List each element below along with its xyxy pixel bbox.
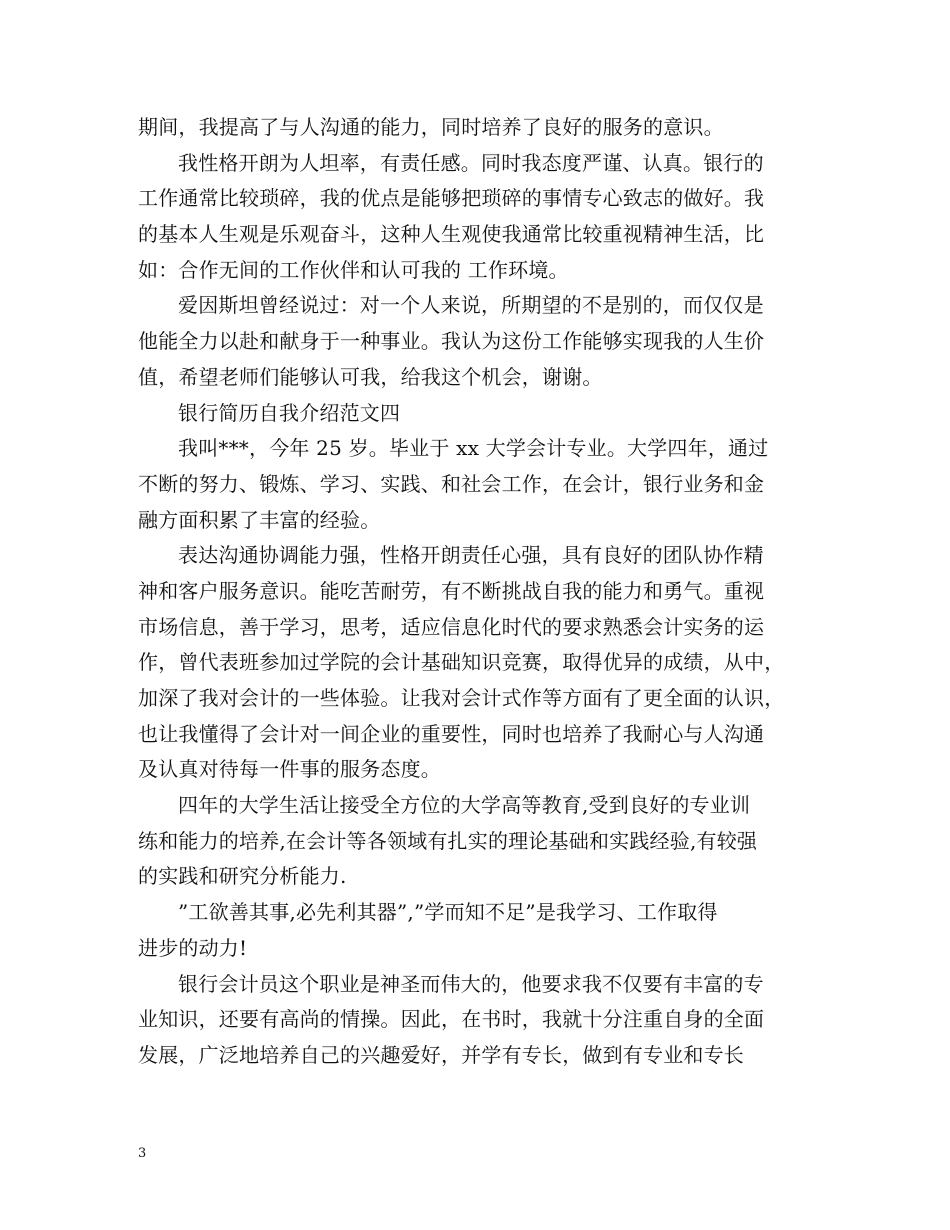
text-line: 进步的动力! xyxy=(138,935,248,960)
text-line: 市场信息，善于学习，思考，适应信息化时代的要求熟悉会计实务的运 xyxy=(138,614,765,639)
text-line: 加深了我对会计的一些体验。让我对会计式作等方面有了更全面的认识， xyxy=(138,686,785,710)
text-line: 的基本人生观是乐观奋斗，这种人生观使我通常比较重视精神生活，比 xyxy=(138,222,765,247)
text-line: 他能全力以赴和献身于一种事业。我认为这份工作能够实现我的人生价 xyxy=(138,329,765,354)
text-line: 爱因斯坦曾经说过：对一个人来说，所期望的不是别的，而仅仅是 xyxy=(178,293,764,318)
text-line: 业知识，还要有高尚的情操。因此，在书时，我就十分注重自身的全面 xyxy=(138,1007,765,1032)
text-line: 表达沟通协调能力强，性格开朗责任心强，具有良好的团队协作精 xyxy=(178,543,764,568)
text-line: 工作通常比较琐碎，我的优点是能够把琐碎的事情专心致志的做好。我 xyxy=(138,186,765,211)
text-line: 练和能力的培养,在会计等各领域有扎实的理论基础和实践经验,有较强 xyxy=(138,828,758,853)
text-line: ”工欲善其事,必先利其器”,”学而知不足”是我学习、工作取得 xyxy=(178,900,718,925)
text-line: 期间，我提高了与人沟通的能力，同时培养了良好的服务的意识。 xyxy=(138,115,724,139)
document-body xyxy=(138,110,818,1074)
text-line: 不断的努力、锻炼、学习、实践、和社会工作，在会计，银行业务和金 xyxy=(138,471,765,496)
text-line: 神和客户服务意识。能吃苦耐劳，有不断挑战自我的能力和勇气。重视 xyxy=(138,578,765,603)
text-line: 发展，广泛地培养自己的兴趣爱好，并学有专长，做到有专业和专长 xyxy=(138,1042,744,1067)
text-line: 我叫***，今年 25 岁。毕业于 xx 大学会计专业。大学四年，通过 xyxy=(178,436,769,461)
text-line: 及认真对待每一件事的服务态度。 xyxy=(138,757,441,782)
section-heading: 银行简历自我介绍范文四 xyxy=(178,400,401,425)
page-number: 3 xyxy=(138,1146,147,1161)
text-line: 我性格开朗为人坦率，有责任感。同时我态度严谨、认真。银行的 xyxy=(178,150,764,175)
text-line: 的实践和研究分析能力. xyxy=(138,864,347,889)
text-line: 作，曾代表班参加过学院的会计基础知识竞赛，取得优异的成绩，从中， xyxy=(138,650,785,675)
text-line: 四年的大学生活让接受全方位的大学高等教育,受到良好的专业训 xyxy=(178,793,751,818)
text-line: 融方面积累了丰富的经验。 xyxy=(138,507,381,532)
text-line: 值，希望老师们能够认可我，给我这个机会，谢谢。 xyxy=(138,364,603,389)
text-line: 如：合作无间的工作伙伴和认可我的 工作环境。 xyxy=(138,257,569,282)
text-line: 银行会计员这个职业是神圣而伟大的，他要求我不仅要有丰富的专 xyxy=(178,971,764,996)
text-line: 也让我懂得了会计对一间企业的重要性，同时也培养了我耐心与人沟通 xyxy=(138,721,765,746)
